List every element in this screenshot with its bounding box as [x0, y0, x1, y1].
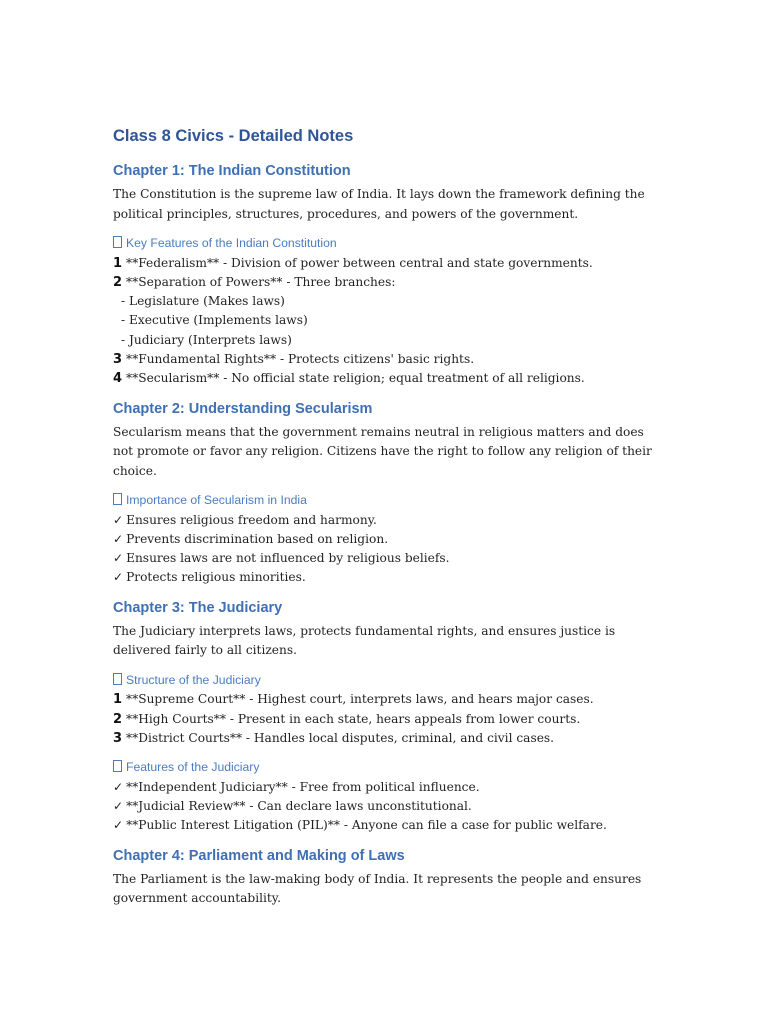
list-text: **Separation of Powers** - Three branches: — [126, 274, 396, 289]
list-text: - Legislature (Makes laws) — [121, 294, 285, 309]
check-icon: ✓ — [113, 570, 124, 585]
list-sub-item — [113, 311, 653, 330]
missing-glyph-icon — [113, 493, 122, 505]
document-page — [113, 126, 653, 919]
list-text: **Supreme Court** - Highest court, interprets laws, and hears major cases. — [126, 692, 594, 707]
list-text: **Judicial Review** - Can declare laws unconstitutional. — [126, 798, 472, 813]
list-text: **High Courts** - Present in each state, hears appeals from lower courts. — [126, 711, 581, 726]
document-title: Class 8 Civics - Detailed Notes — [113, 127, 354, 145]
list-item — [113, 511, 653, 530]
chapter-2-importance-list — [113, 511, 653, 588]
list-text: **Fundamental Rights** - Protects citizens' basic rights. — [126, 351, 475, 366]
check-icon: ✓ — [113, 798, 124, 813]
chapter-3-features-subheading — [113, 758, 653, 778]
chapter-2-subheading-text: Importance of Secularism in India — [126, 493, 307, 508]
list-sub-item — [113, 292, 653, 311]
check-icon: ✓ — [113, 512, 124, 527]
list-text: - Judiciary (Interprets laws) — [121, 332, 292, 347]
list-number: 4 — [113, 371, 123, 387]
chapter-3-features-list — [113, 778, 653, 836]
list-item — [113, 273, 653, 292]
list-number: 3 — [113, 351, 123, 367]
chapter-3-structure-subheading-text: Structure of the Judiciary — [126, 672, 261, 687]
list-item — [113, 530, 653, 549]
chapter-2-paragraph: Secularism means that the government remains neutral in religious matters and does not promote or favor any religion. Citizens have the right to follow any religion of their choice. — [113, 424, 652, 478]
chapter-1-heading: Chapter 1: The Indian Constitution — [113, 163, 351, 179]
missing-glyph-icon — [113, 236, 122, 248]
list-text: **District Courts** - Handles local disputes, criminal, and civil cases. — [126, 730, 555, 745]
list-text: **Secularism** - No official state religion; equal treatment of all religions. — [126, 371, 585, 386]
list-number: 1 — [113, 692, 123, 708]
list-text: Ensures laws are not influenced by religious beliefs. — [126, 551, 450, 566]
check-icon: ✓ — [113, 531, 124, 546]
list-item — [113, 549, 653, 568]
list-item — [113, 729, 653, 748]
list-text: **Independent Judiciary** - Free from political influence. — [126, 779, 480, 794]
check-icon: ✓ — [113, 551, 124, 566]
chapter-3-heading: Chapter 3: The Judiciary — [113, 599, 283, 616]
missing-glyph-icon — [113, 760, 122, 772]
list-text: - Executive (Implements laws) — [121, 313, 308, 328]
list-text: Ensures religious freedom and harmony. — [126, 512, 377, 527]
chapter-1-feature-list — [113, 254, 653, 389]
chapter-3-structure-subheading — [113, 671, 653, 691]
list-item — [113, 816, 653, 835]
list-item — [113, 778, 653, 797]
list-item — [113, 369, 653, 388]
list-item — [113, 568, 653, 587]
list-text: **Federalism** - Division of power between central and state governments. — [126, 255, 593, 270]
list-text: **Public Interest Litigation (PIL)** - Anyone can file a case for public welfare. — [126, 818, 607, 833]
chapter-1-subheading — [113, 234, 653, 254]
list-item — [113, 797, 653, 816]
chapter-1-subheading-text: Key Features of the Indian Constitution — [126, 236, 337, 250]
missing-glyph-icon — [113, 673, 122, 685]
check-icon: ✓ — [113, 779, 124, 794]
chapter-4-paragraph: The Parliament is the law-making body of India. It represents the people and ensures government accountability. — [113, 871, 642, 906]
chapter-3-structure-list — [113, 690, 653, 748]
list-sub-item — [113, 331, 653, 350]
chapter-2-heading: Chapter 2: Understanding Secularism — [113, 400, 373, 417]
list-text: Prevents discrimination based on religion. — [126, 531, 389, 546]
list-number: 2 — [113, 274, 123, 290]
chapter-1-paragraph: The Constitution is the supreme law of India. It lays down the framework defining the political principles, structures, procedures, and powers of the government. — [113, 187, 645, 221]
chapter-2-subheading — [113, 491, 653, 511]
list-number: 2 — [113, 711, 123, 727]
chapter-3-features-subheading-text: Features of the Judiciary — [126, 760, 260, 775]
list-text: Protects religious minorities. — [126, 570, 306, 585]
list-item — [113, 350, 653, 369]
list-number: 1 — [113, 255, 123, 271]
list-item — [113, 690, 653, 709]
list-item — [113, 254, 653, 273]
chapter-3-paragraph: The Judiciary interprets laws, protects fundamental rights, and ensures justice is delivered fairly to all citizens. — [113, 623, 616, 658]
check-icon: ✓ — [113, 818, 124, 833]
chapter-4-heading: Chapter 4: Parliament and Making of Laws — [113, 847, 405, 864]
list-item — [113, 710, 653, 729]
list-number: 3 — [113, 730, 123, 746]
